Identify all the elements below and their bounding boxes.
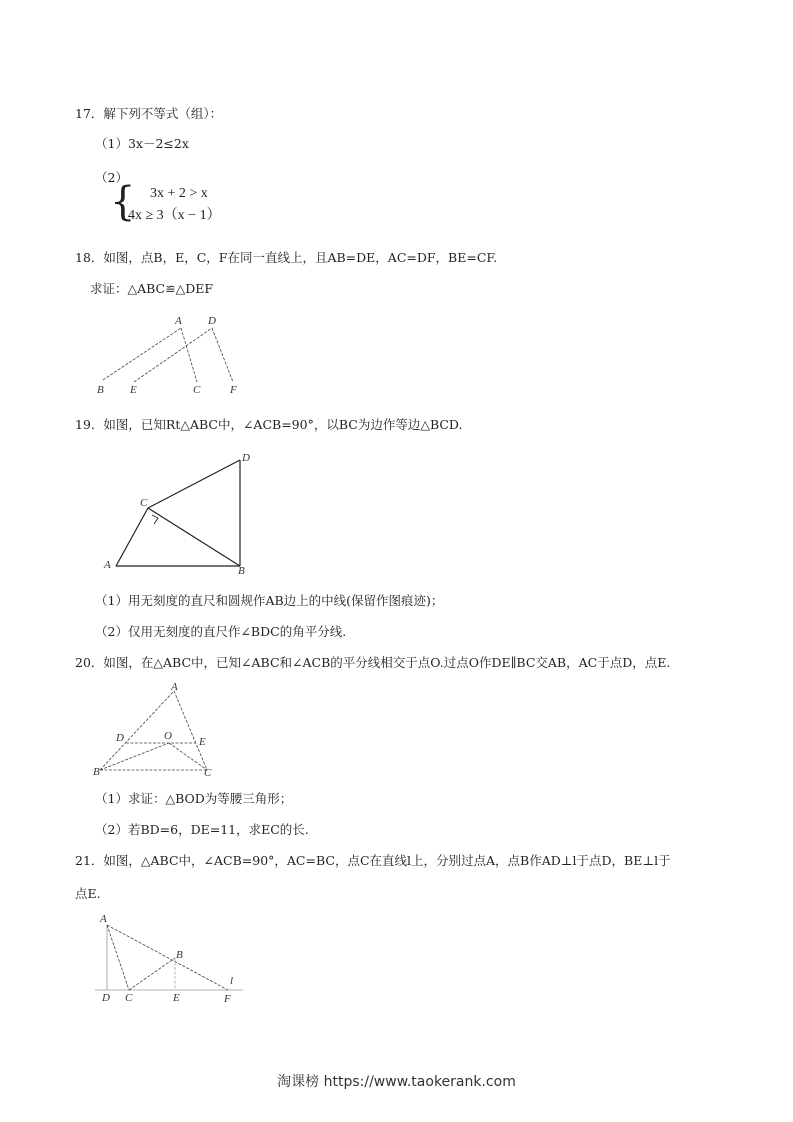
q20-label-o: O bbox=[164, 730, 172, 742]
q21-label-a: A bbox=[100, 913, 107, 925]
q21-label-b: B bbox=[176, 949, 183, 961]
q20-label-d: D bbox=[116, 732, 124, 744]
q17-part2-label: （2） bbox=[95, 170, 128, 185]
q21-label-e: E bbox=[173, 992, 180, 1004]
q20-part1: （1）求证：△BOD为等腰三角形； bbox=[95, 791, 293, 806]
q21-title-cont: 点E. bbox=[75, 886, 101, 901]
q19-label-d: D bbox=[242, 452, 250, 464]
q19-label-a: A bbox=[104, 559, 111, 571]
q20-part2: （2）若BD=6，DE=11，求EC的长. bbox=[95, 822, 309, 837]
q19-part2: （2）仅用无刻度的直尺作∠BDC的角平分线. bbox=[95, 624, 347, 639]
q20-label-b: B bbox=[93, 766, 100, 778]
q18-label-a: A bbox=[175, 315, 182, 327]
q18-label-e: E bbox=[130, 384, 137, 396]
q17-inequality-1: 3x + 2 > x bbox=[150, 186, 208, 201]
q18-prove: 求证：△ABC≌△DEF bbox=[90, 281, 214, 296]
q21-label-c: C bbox=[125, 992, 133, 1004]
q21-label-f: F bbox=[224, 993, 231, 1005]
q18-label-c: C bbox=[193, 384, 201, 396]
q19-title: 19．如图，已知Rt△ABC中，∠ACB=90°，以BC为边作等边△BCD. bbox=[75, 417, 463, 432]
system-brace: { bbox=[110, 179, 136, 225]
q20-title: 20．如图，在△ABC中，已知∠ABC和∠ACB的平分线相交于点O.过点O作DE∥BC交AB，AC于点D，点E. bbox=[75, 655, 671, 670]
q18-label-d: D bbox=[208, 315, 216, 327]
q19-label-b: B bbox=[238, 565, 245, 577]
q18-title: 18．如图，点B，E，C，F在同一直线上，且AB=DE，AC=DF，BE=CF. bbox=[75, 250, 498, 265]
q17-part1: （1）3x－2≤2x bbox=[95, 136, 189, 151]
footer-watermark: 淘课榜 https://www.taokerank.com bbox=[277, 1074, 516, 1090]
q18-label-b: B bbox=[97, 384, 104, 396]
q20-label-e: E bbox=[199, 736, 206, 748]
q19-label-c: C bbox=[140, 497, 148, 509]
q21-label-d: D bbox=[102, 992, 110, 1004]
q18-label-f: F bbox=[230, 384, 237, 396]
q17-title: 17．解下列不等式（组）： bbox=[75, 106, 223, 121]
q21-label-l: l bbox=[230, 975, 234, 987]
q20-label-c: C bbox=[204, 767, 212, 779]
q20-label-a: A bbox=[171, 681, 178, 693]
q17-inequality-2: 4x ≥ 3（x − 1） bbox=[128, 208, 221, 223]
q19-part1: （1）用无刻度的直尺和圆规作AB边上的中线(保留作图痕迹)； bbox=[95, 593, 444, 608]
q21-title: 21．如图，△ABC中，∠ACB=90°，AC=BC，点C在直线l上，分别过点A，点B作AD⊥l于点D，BE⊥l于 bbox=[75, 853, 671, 868]
